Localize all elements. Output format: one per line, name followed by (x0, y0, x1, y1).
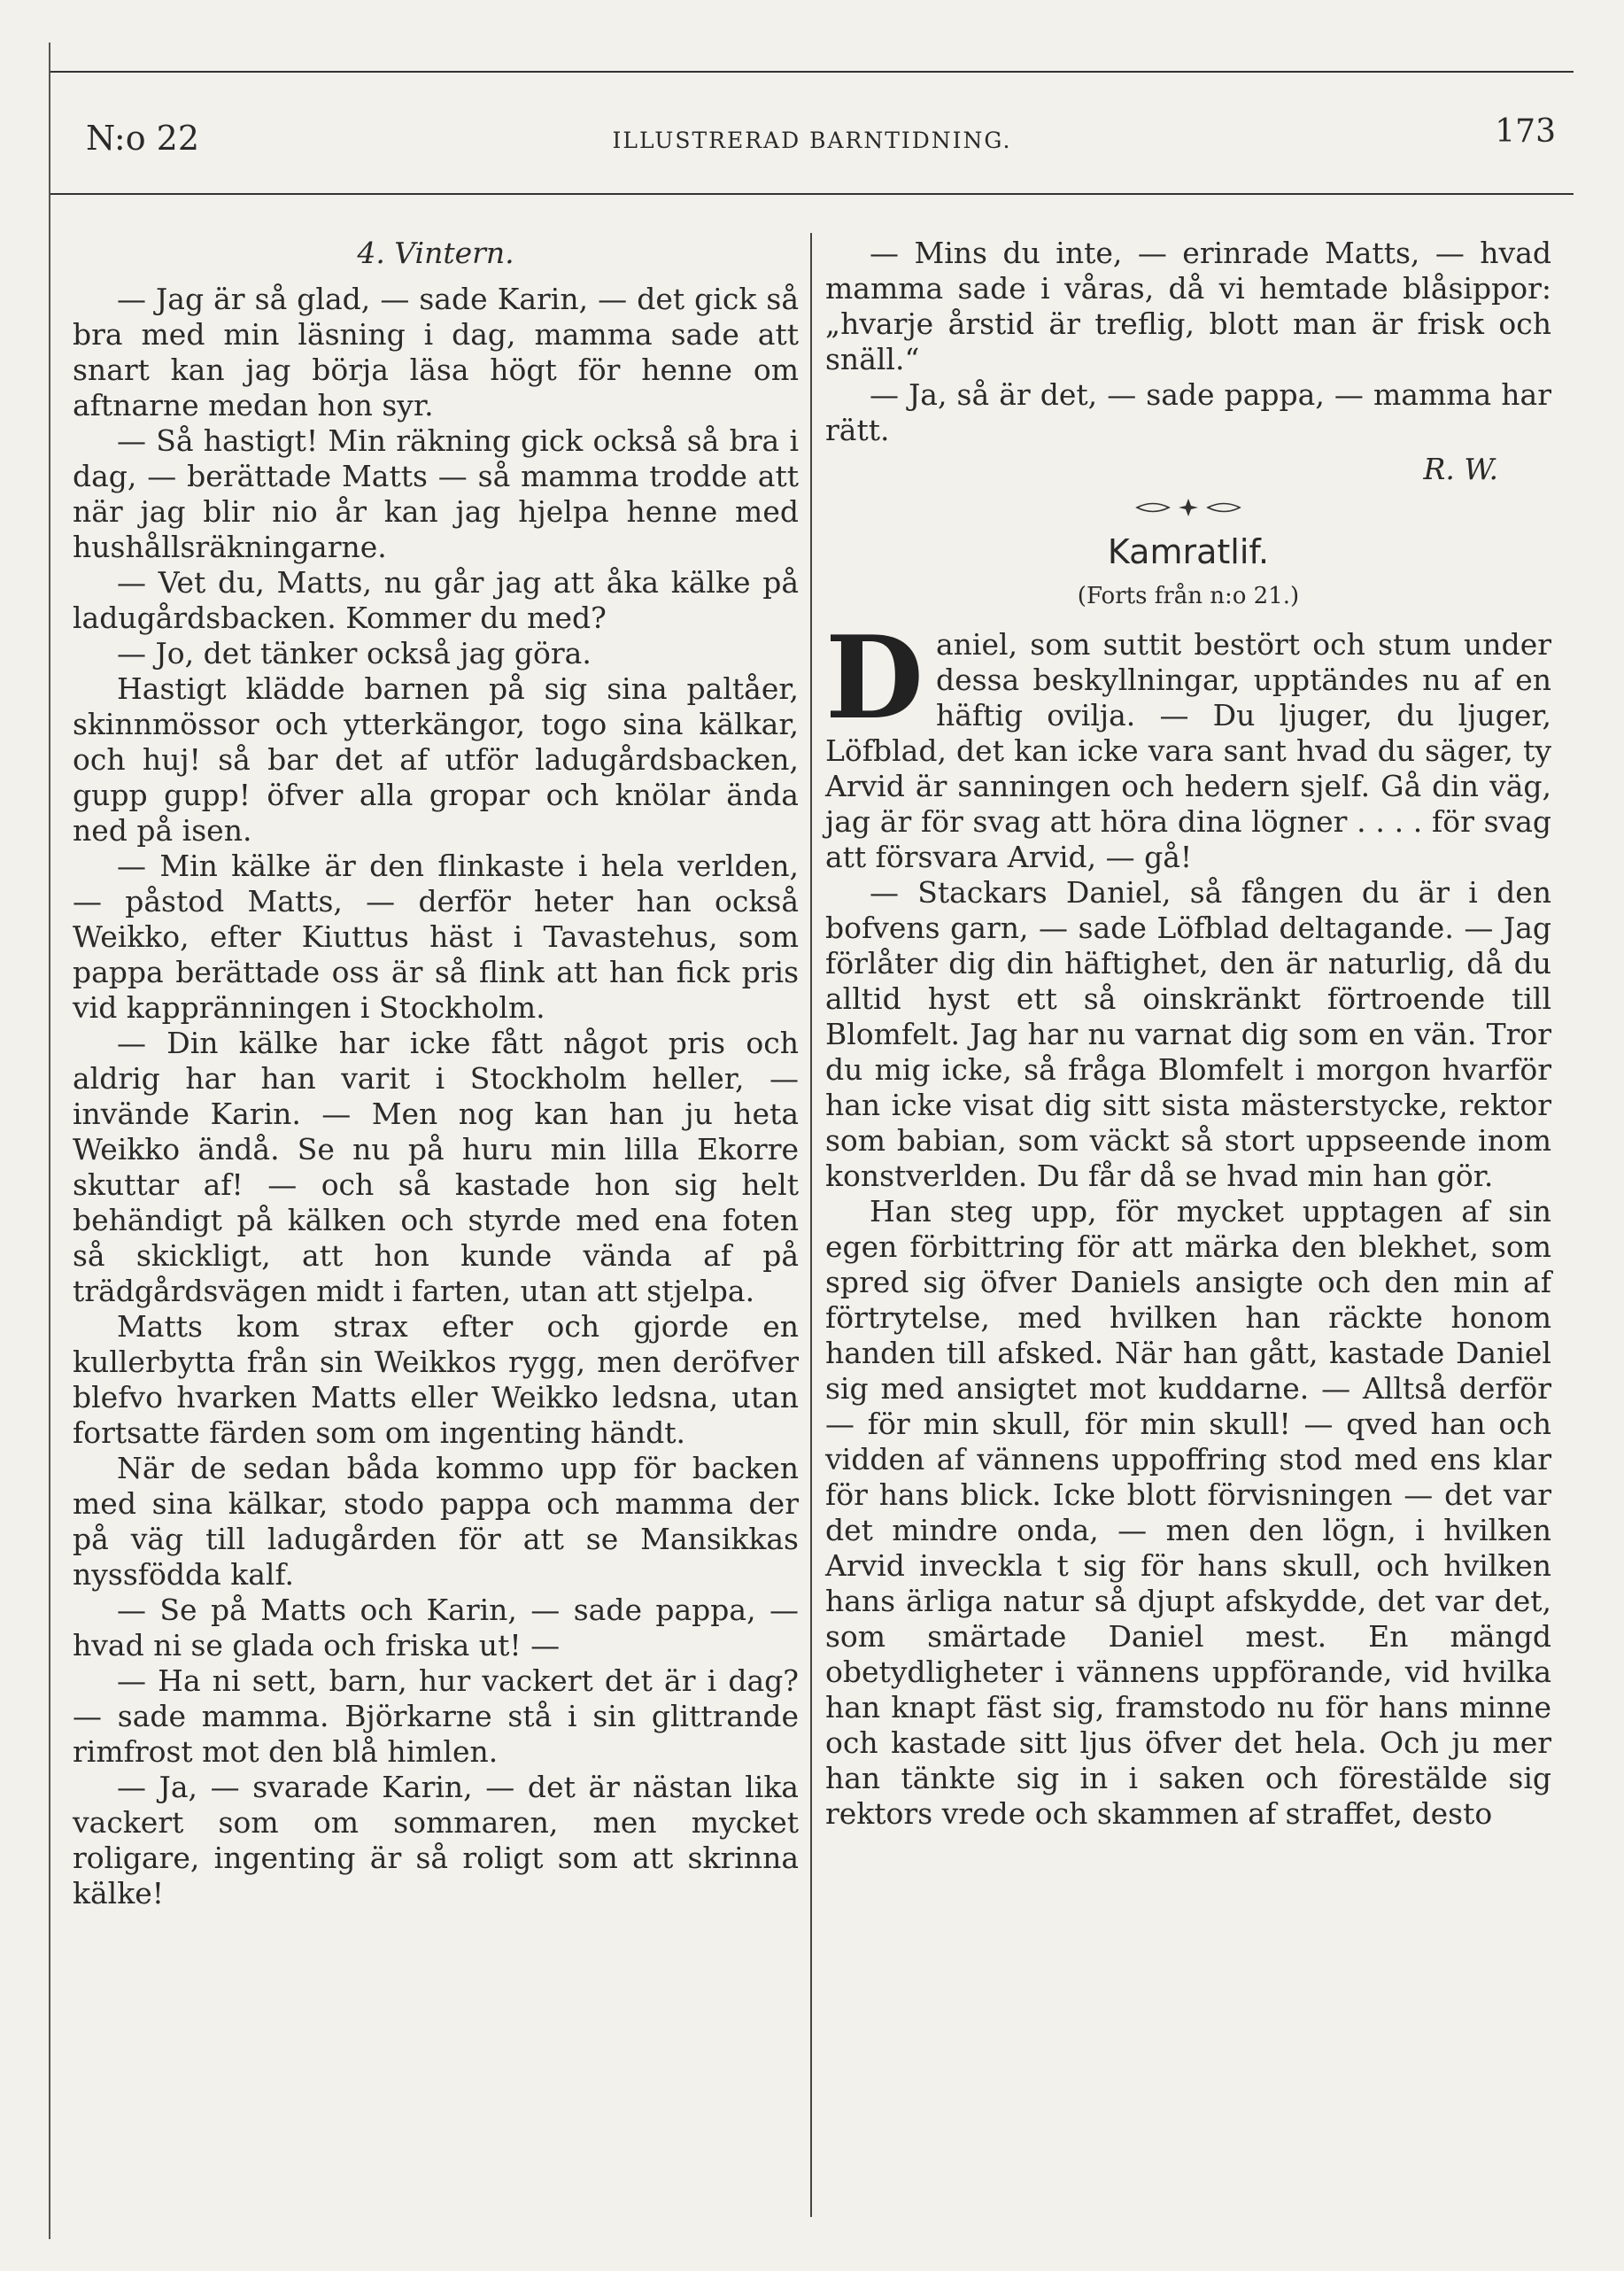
article-title: Kamratlif. (1107, 532, 1270, 571)
paragraph: När de sedan båda kommo upp för backen med sina kälkar, stodo pappa och mamma der på väg till ladugården för att se Mansikkas nyssfödda kalf. (73, 1451, 799, 1592)
column-divider (810, 233, 812, 2217)
section-heading: 4. Vintern. (357, 236, 514, 270)
right-column (825, 236, 1551, 1832)
paragraph: — Ha ni sett, barn, hur vackert det är i dag? — sade mamma. Björkarne stå i sin glittrande rimfrost mot den blå himlen. (73, 1663, 799, 1769)
paragraph: Han steg upp, för mycket upptagen af sin egen förbittring för att märka den blekhet, som spred sig öfver Daniels ansigte och den min af förtrytelse, med hvilken han räckte honom handen till afsked. När han gått, kastade Daniel sig med ansigtet mot kuddarne. — Alltså derför — för min skull, för min skull! — qved han och vidden af vännens uppoffring stod med ens klar för hans blick. Icke blott förvisningen — det var det mindre onda, — men den lögn, i hvilken Arvid inveckla t sig för hans skull, och hvilken hans ärliga natur så djupt afskydde, det var det, som smärtade Daniel mest. En mängd obetydligheter i vännens uppförande, vid hvilka han knapt fäst sig, framstodo nu för hans minne och kastade sitt ljus öfver det hela. Och ju mer han tänkte sig in i saken och förestälde sig rektors vrede och skammen af straffet, desto (825, 1194, 1551, 1831)
paragraph: — Din kälke har icke fått något pris och aldrig har han varit i Stockholm heller, — invände Karin. — Men nog kan han ju heta Weikko ändå. Se nu på huru min lilla Ekorre skuttar af! — och så kastade hon sig helt behändigt på kälken och styrde med ena foten så skickligt, att hon kunde vända af på trädgårdsvägen midt i farten, utan att stjelpa. (73, 1026, 799, 1308)
dropcap-paragraph (825, 612, 1551, 875)
page-number: 173 (1495, 113, 1556, 150)
paragraph: — Stackars Daniel, så fången du är i den bofvens garn, — sade Löfblad deltagande. — Jag förlåter dig din häftighet, den är naturlig, då du alltid hyst ett så oinskränkt förtroende till Blomfelt. Jag har nu varnat dig som en vän. Tror du mig icke, så fråga Blomfelt i morgon hvarför han icke visat dig sitt sista mästerstycke, rektor som babian, som väckt så stort uppseende inom konstverlden. Du får då se hvad min han gör. (825, 875, 1551, 1193)
paragraph: — Min kälke är den flinkaste i hela verlden, — påstod Matts, — derför heter han också Weikko, efter Kiuttus häst i Tavastehus, som pappa berättade oss är så flink att han fick pris vid kappränningen i Stockholm. (73, 849, 799, 1025)
paragraph: — Jo, det tänker också jag göra. (117, 636, 592, 670)
dropcap-letter: D (825, 612, 924, 745)
author-signature: R. W. (1423, 452, 1498, 486)
running-head (50, 78, 1574, 195)
publication-title: ILLUSTRERAD BARNTIDNING. (612, 128, 1012, 153)
paragraph: — Vet du, Matts, nu går jag att åka kälke på ladugårdsbacken. Kommer du med? (73, 565, 799, 635)
paragraph: — Mins du inte, — erinrade Matts, — hvad mamma sade i våras, då vi hemtade blåsippor: „hvarje årstid är treflig, blott man är frisk och snäll.“ (825, 236, 1551, 376)
ornament-divider-icon (1135, 496, 1241, 519)
paragraph: Matts kom strax efter och gjorde en kullerbytta från sin Weikkos rygg, men deröfver blefvo hvarken Matts eller Weikko ledsna, utan fortsatte färden som om ingenting händt. (73, 1309, 799, 1450)
paragraph: — Ja, så är det, — sade pappa, — mamma har rätt. (825, 377, 1551, 447)
issue-number: N:o 22 (86, 119, 200, 158)
paragraph: — Så hastigt! Min räkning gick också så bra i dag, — berättade Matts — så mamma trodde att när jag blir nio år kan jag hjelpa henne med hushållsräkningarne. (73, 423, 799, 564)
top-rule (50, 71, 1574, 73)
newspaper-page (49, 43, 1574, 2239)
dropcap-paragraph-text: aniel, som suttit bestört och stum under dessa beskyllningar, upptändes nu af en häftig ovilja. — Du ljuger, du ljuger, Löfblad, det kan icke vara sant hvad du säger, ty Arvid är sanningen och hedern sjelf. Gå din väg, jag är för svag att höra dina lögner . . . . för svag att försvara Arvid, — gå! (825, 627, 1551, 874)
paragraph: — Ja, — svarade Karin, — det är nästan lika vackert som om sommaren, men mycket roligare, ingenting är så roligt som att skrinna kälke! (73, 1770, 799, 1911)
paragraph: Hastigt klädde barnen på sig sina paltåer, skinnmössor och ytterkängor, togo sina kälkar, och huj! så bar det af utför ladugårdsbacken, gupp gupp! öfver alla gropar och knölar ända ned på isen. (73, 671, 799, 848)
paragraph: — Se på Matts och Karin, — sade pappa, — hvad ni se glada och friska ut! — (73, 1593, 799, 1663)
paragraph: — Jag är så glad, — sade Karin, — det gick så bra med min läsning i dag, mamma sade att snart kan jag börja läsa högt för henne om aftnarne medan hon syr. (73, 282, 799, 422)
continuation-note: (Forts från n:o 21.) (1077, 583, 1300, 609)
left-column (73, 236, 799, 1911)
